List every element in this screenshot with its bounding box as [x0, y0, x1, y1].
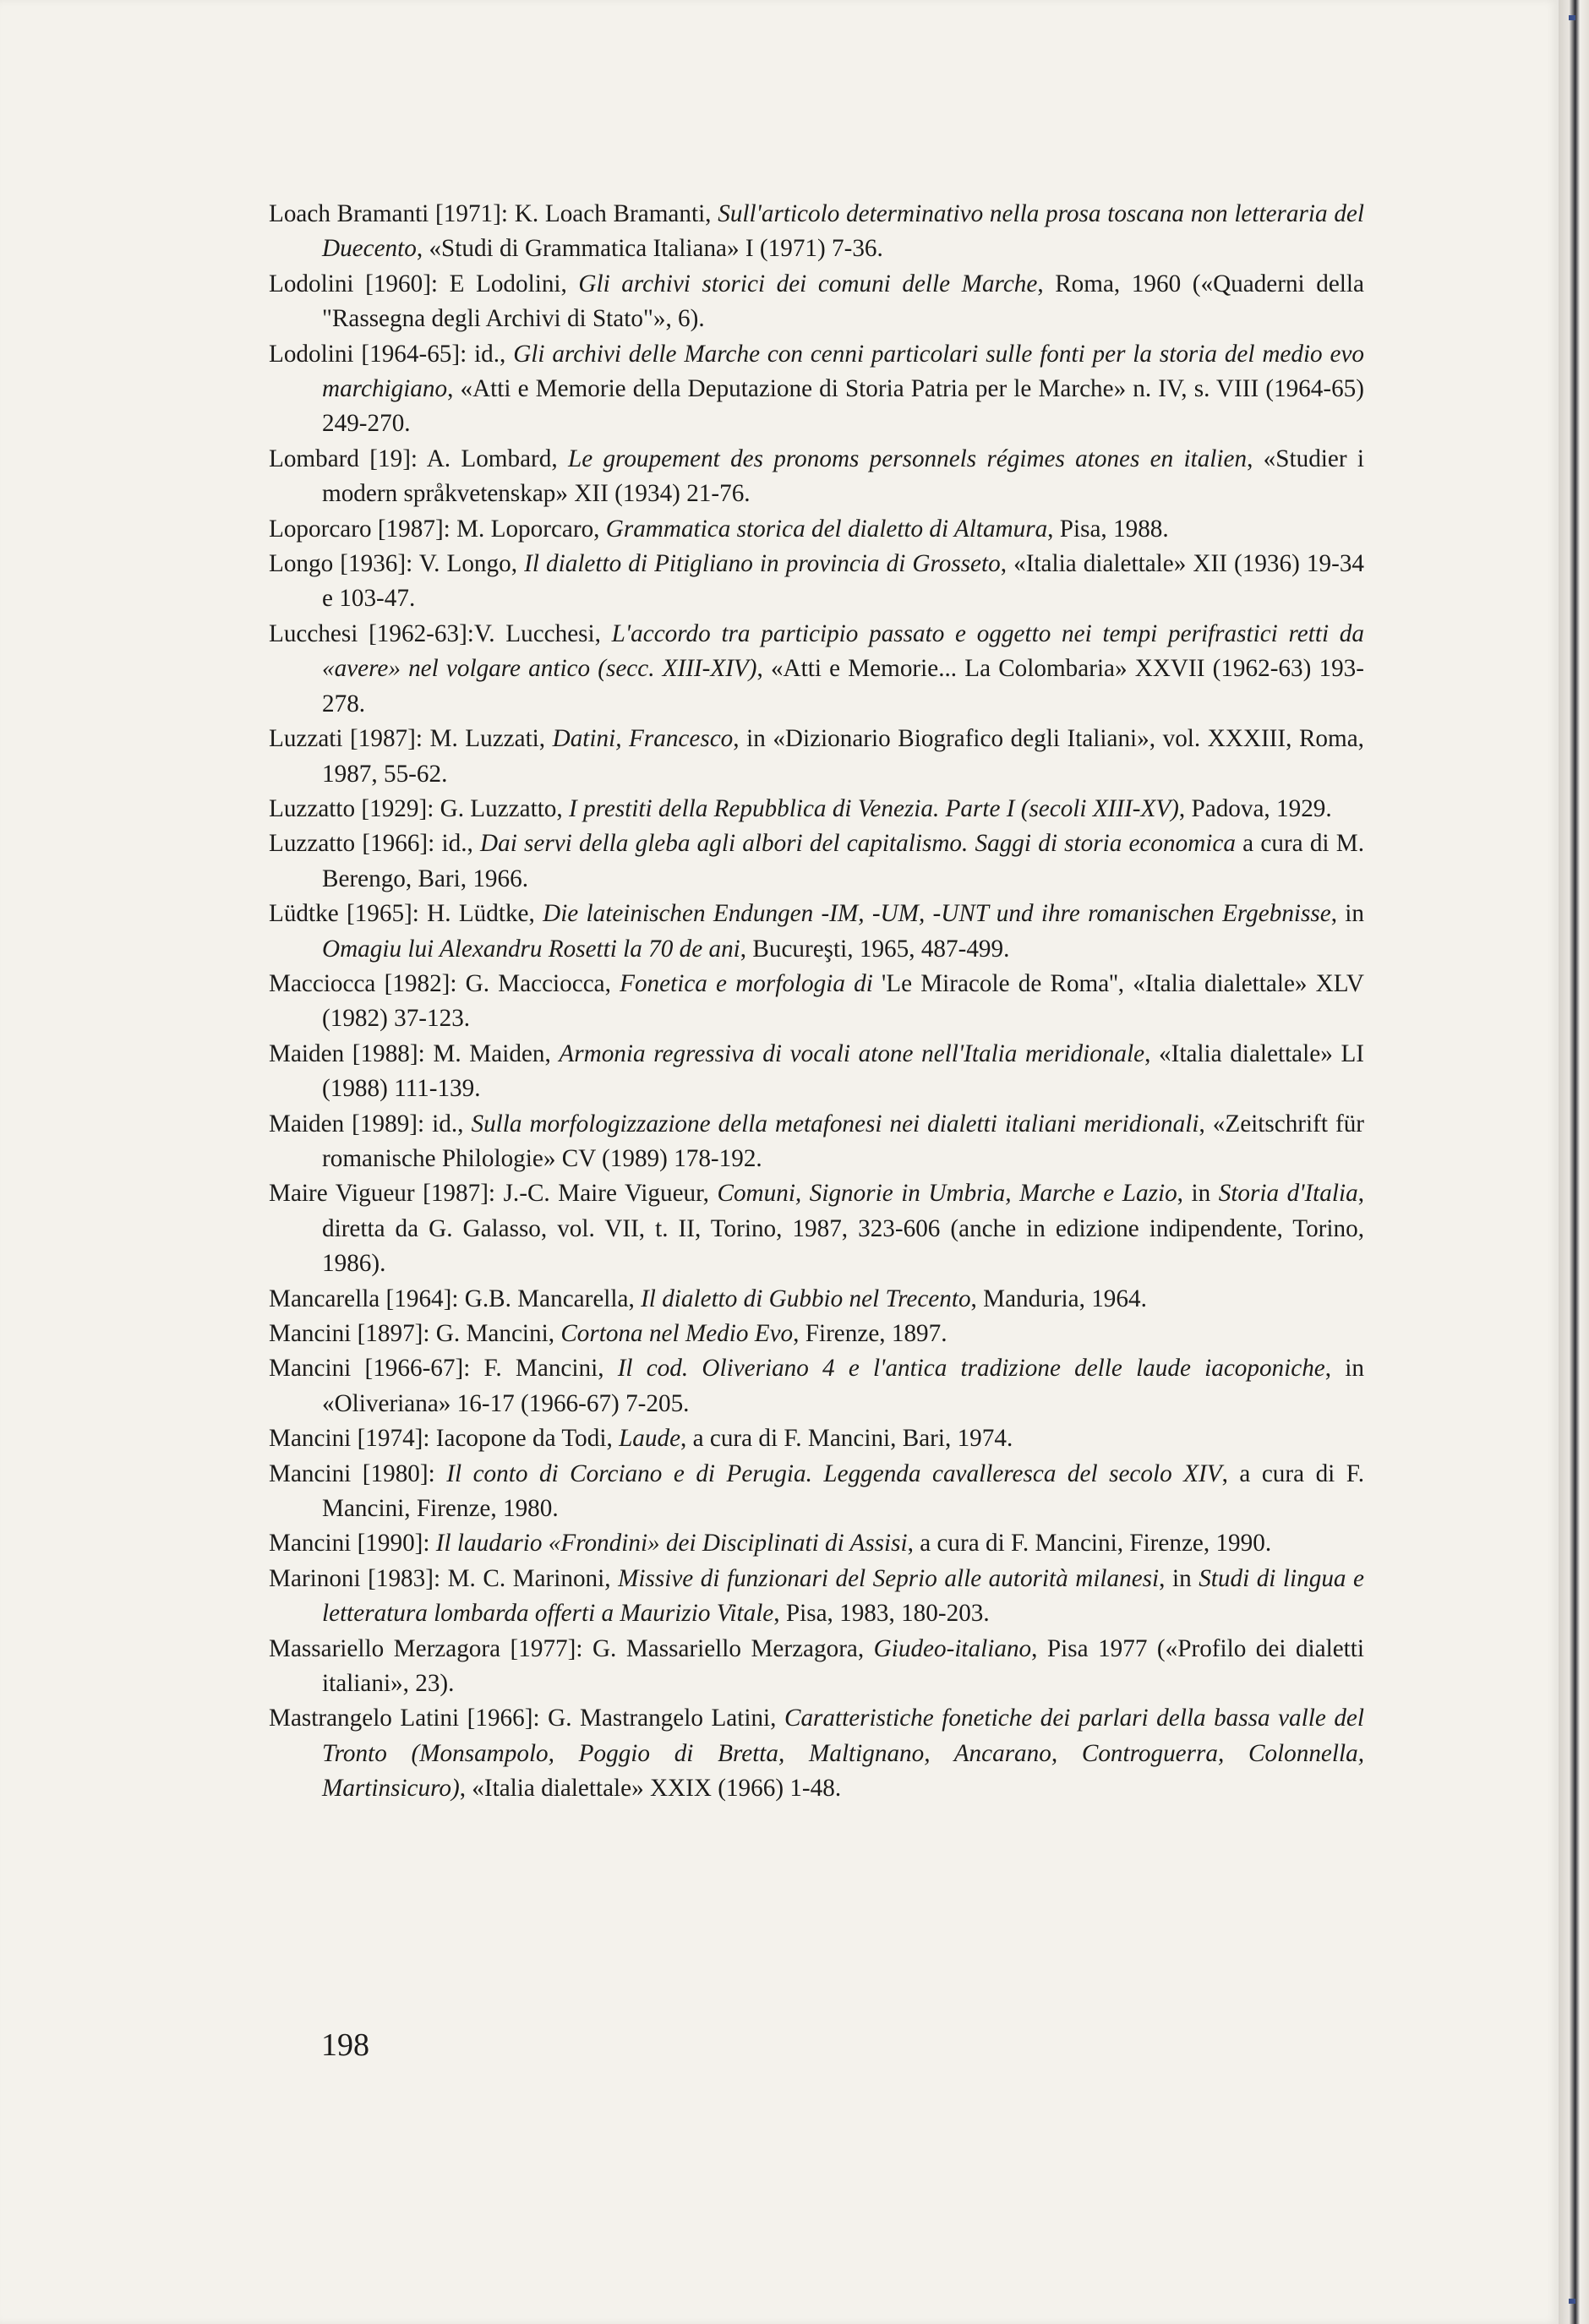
bibliography-entry — [269, 1282, 1364, 1317]
entry-text: A. Lombard, — [418, 445, 568, 472]
entry-text: J.-C. Maire Vigueur, — [495, 1180, 718, 1208]
entry-text: E Lodolini, — [438, 270, 579, 297]
bibliography-entry — [269, 1317, 1364, 1351]
bibliography-entry — [269, 267, 1364, 337]
entry-text — [435, 1460, 447, 1487]
entry-text: , Padova, 1929. — [1178, 794, 1332, 822]
entry-title: Datini, Francesco — [552, 725, 734, 753]
bibliography-entry — [269, 337, 1364, 442]
entry-key: Mancarella [1964]: — [269, 1285, 459, 1312]
bibliography-entry — [269, 547, 1364, 617]
entry-title: Missive di funzionari del Seprio alle autorità milanesi — [618, 1564, 1160, 1592]
entry-text: M. Luzzati, — [422, 725, 553, 753]
entry-title: Il cod. Oliveriano 4 e l'antica tradizione delle laude iacoponiche — [617, 1355, 1325, 1383]
entry-title: Caratteristiche fonetiche dei parlari della bassa valle del Tronto (Monsampolo, Poggio di Bretta, Maltignano, Ancarano, Controguerra, Colonnella, Martinsicuro) — [322, 1705, 1365, 1803]
entry-key: Mancini [1966-67]: — [269, 1355, 471, 1383]
entry-text: , in — [1330, 900, 1364, 928]
entry-text: G. Massariello Merzagora, — [582, 1634, 874, 1662]
bibliography-entry — [269, 1176, 1364, 1281]
entry-text: , «Italia dialettale» XII (1936) 19-34 e 103-47. — [322, 550, 1365, 613]
entry-key: Mancini [1990]: — [269, 1530, 430, 1558]
entry-text: , «Atti e Memorie della Deputazione di Storia Patria per le Marche» n. IV, s. VIII (1964-65) 249-270. — [322, 375, 1364, 438]
entry-text: , diretta da G. Galasso, vol. VII, t. II, Torino, 1987, 323-606 (anche in edizione indipendente, Torino, 1986). — [322, 1180, 1364, 1278]
entry-text: , in «Dizionario Biografico degli Italiani», vol. XXXIII, Roma, 1987, 55-62. — [322, 725, 1364, 788]
bibliography-entry — [269, 1351, 1364, 1421]
entry-text: , a cura di F. Mancini, Firenze, 1980. — [322, 1459, 1364, 1523]
entry-title: Gli archivi delle Marche con cenni particolari sulle fonti per la storia del medio evo marchigiano — [322, 340, 1364, 403]
entry-title: Armonia regressiva di vocali atone nell'Italia meridionale — [559, 1039, 1145, 1067]
entry-title: Fonetica e morfologia di — [620, 969, 873, 997]
entry-text: , «Italia dialettale» XXIX (1966) 1-48. — [459, 1775, 842, 1803]
entry-title: Grammatica storica del dialetto di Altamura — [605, 515, 1048, 543]
entry-title: Giudeo-italiano — [873, 1634, 1032, 1662]
entry-text: , in — [1177, 1180, 1219, 1208]
entry-key: Maire Vigueur [1987]: — [269, 1180, 496, 1208]
entry-text: V. Longo, — [412, 550, 525, 578]
entry-text: , a cura di F. Mancini, Firenze, 1990. — [907, 1530, 1272, 1558]
entry-text: , Manduria, 1964. — [970, 1285, 1147, 1312]
entry-key: Lucchesi [1962-63]: — [269, 619, 474, 647]
entry-text: , Firenze, 1897. — [793, 1320, 947, 1347]
bibliography-entry — [269, 1562, 1364, 1632]
entry-key: Lombard [19]: — [269, 445, 418, 472]
entry-title: Storia d'Italia — [1218, 1180, 1358, 1208]
entry-text: M. C. Marinoni, — [440, 1564, 619, 1592]
bibliography-entry — [269, 792, 1364, 826]
entry-title: Le groupement des pronoms personnels régimes atones en italien — [567, 445, 1248, 472]
entry-key: Mastrangelo Latini [1966]: — [269, 1705, 540, 1732]
entry-key: Loporcaro [1987]: — [269, 515, 450, 543]
page-number: 198 — [321, 2027, 369, 2063]
bibliography-list — [269, 197, 1364, 1807]
entry-text: , «Atti e Memorie... La Colombaria» XXVII (1962-63) 193-278. — [322, 655, 1364, 717]
entry-text: , «Zeitschrift für romanische Philologie» CV (1989) 178-192. — [322, 1110, 1365, 1172]
bibliography-entry — [269, 1421, 1364, 1456]
entry-key: Marinoni [1983]: — [269, 1564, 441, 1592]
entry-text: id., — [467, 340, 514, 368]
entry-text: G. Mancini, — [429, 1320, 561, 1347]
entry-text: , Roma, 1960 («Quaderni della "Rassegna degli Archivi di Stato"», 6). — [322, 270, 1364, 333]
entry-text: 'Le Miracole de Roma'', «Italia dialettale» XLV (1982) 37-123. — [322, 969, 1364, 1033]
bibliography-entry — [269, 897, 1364, 967]
entry-title: Laude — [619, 1425, 681, 1453]
bibliography-entry — [269, 1107, 1364, 1177]
entry-title: Cortona nel Medio Evo — [560, 1320, 794, 1347]
bibliography-entry — [269, 826, 1364, 897]
entry-title: Omagiu lui Alexandru Rosetti la 70 de ani — [322, 935, 740, 963]
entry-title: Gli archivi storici dei comuni delle Marche — [578, 270, 1038, 297]
bibliography-entry — [269, 1037, 1364, 1107]
entry-key: Mancini [1980]: — [269, 1459, 435, 1487]
entry-title: Il dialetto di Gubbio nel Trecento — [641, 1285, 971, 1312]
entry-text: , «Italia dialettale» LI (1988) 111-139. — [322, 1039, 1365, 1103]
entry-text: G.B. Mancarella, — [458, 1285, 642, 1312]
entry-text: H. Lüdtke, — [418, 900, 543, 928]
entry-title: Studi di lingua e letteratura lombarda offerti a Maurizio Vitale — [322, 1564, 1364, 1628]
bibliography-entry — [269, 197, 1364, 267]
entry-key: Mancini [1974]: — [269, 1425, 430, 1453]
bibliography-entry — [269, 617, 1364, 722]
entry-title: Comuni, Signorie in Umbria, Marche e Lazio — [717, 1180, 1177, 1208]
entry-text: , Pisa, 1983, 180-203. — [773, 1600, 990, 1628]
entry-key: Loach Bramanti [1971]: — [269, 200, 508, 227]
entry-title: Il conto di Corciano e di Perugia. Leggenda cavalleresca del secolo XIV — [446, 1459, 1222, 1487]
entry-text: G. Macciocca, — [456, 969, 620, 997]
entry-title: Il laudario «Frondini» dei Disciplinati di Assisi — [435, 1530, 908, 1558]
entry-text: id., — [434, 830, 481, 858]
entry-title: L'accordo tra participio passato e oggetto nei tempi perifrastici retti da «avere» nel volgare antico (secc. XIII-XIV) — [322, 619, 1364, 683]
entry-title: Il dialetto di Pitigliano in provincia di Grosseto — [524, 550, 1001, 578]
bibliography-entry — [269, 442, 1364, 512]
entry-text: id., — [424, 1110, 472, 1137]
entry-text: , in «Oliveriana» 16-17 (1966-67) 7-205. — [322, 1355, 1364, 1417]
entry-key: Lodolini [1964-65]: — [269, 340, 467, 368]
entry-key: Massariello Merzagora [1977]: — [269, 1634, 583, 1662]
bibliography-entry — [269, 1457, 1364, 1527]
entry-key: Mancini [1897]: — [269, 1320, 430, 1347]
entry-title: Die lateinischen Endungen -IM, -UM, -UNT und ihre romanischen Ergebnisse — [543, 900, 1331, 928]
entry-title: I prestiti della Repubblica di Venezia. Parte I (secoli XIII-XV) — [569, 794, 1179, 822]
bibliography-entry — [269, 1632, 1364, 1702]
entry-key: Lodolini [1960]: — [269, 270, 439, 297]
book-spine-edge — [1559, 0, 1589, 2324]
entry-text: , a cura di F. Mancini, Bari, 1974. — [680, 1425, 1013, 1453]
entry-text: F. Mancini, — [470, 1355, 618, 1383]
bibliography-entry — [269, 512, 1364, 547]
entry-key: Macciocca [1982]: — [269, 969, 457, 997]
entry-text: V. Lucchesi, — [473, 619, 612, 647]
entry-key: Maiden [1989]: — [269, 1110, 425, 1137]
entry-key: Luzzatto [1966]: — [269, 830, 435, 858]
entry-key: Luzzatto [1929]: — [269, 794, 434, 822]
entry-text: M. Maiden, — [424, 1039, 560, 1067]
entry-key: Maiden [1988]: — [269, 1039, 425, 1067]
entry-title: Dai servi della gleba agli albori del capitalismo. Saggi di storia economica — [480, 830, 1236, 858]
bibliography-entry — [269, 722, 1364, 792]
entry-text: , Pisa, 1988. — [1047, 515, 1169, 543]
entry-text: , in — [1159, 1564, 1199, 1592]
spine-mark — [1569, 2299, 1575, 2304]
spine-mark — [1569, 15, 1575, 20]
entry-text: , «Studi di Grammatica Italiana» I (1971) 7-36. — [416, 235, 883, 263]
entry-title: Sull'articolo determinativo nella prosa toscana non letteraria del Duecento — [322, 200, 1364, 263]
entry-text: , Pisa 1977 («Profilo dei dialetti italiani», 23). — [322, 1634, 1364, 1698]
entry-text: , Bucureşti, 1965, 487-499. — [740, 935, 1010, 963]
entry-text — [430, 1530, 436, 1557]
bibliography-entry — [269, 1701, 1364, 1806]
bibliography-entry — [269, 1526, 1364, 1561]
entry-text: G. Mastrangelo Latini, — [539, 1705, 784, 1732]
bibliography-entry — [269, 967, 1364, 1037]
entry-text: G. Luzzatto, — [434, 794, 569, 822]
entry-key: Luzzati [1987]: — [269, 725, 423, 753]
entry-text: K. Loach Bramanti, — [507, 200, 718, 227]
entry-text: , «Studier i modern språkvetenskap» XII (1934) 21-76. — [322, 445, 1364, 508]
entry-title: Sulla morfologizzazione della metafonesi nei dialetti italiani meridionali — [471, 1110, 1199, 1137]
entry-text: Iacopone da Todi, — [429, 1425, 620, 1453]
entry-key: Lüdtke [1965]: — [269, 900, 419, 928]
entry-text: a cura di M. Berengo, Bari, 1966. — [322, 830, 1365, 892]
entry-text: M. Loporcaro, — [450, 515, 606, 543]
entry-key: Longo [1936]: — [269, 550, 413, 578]
